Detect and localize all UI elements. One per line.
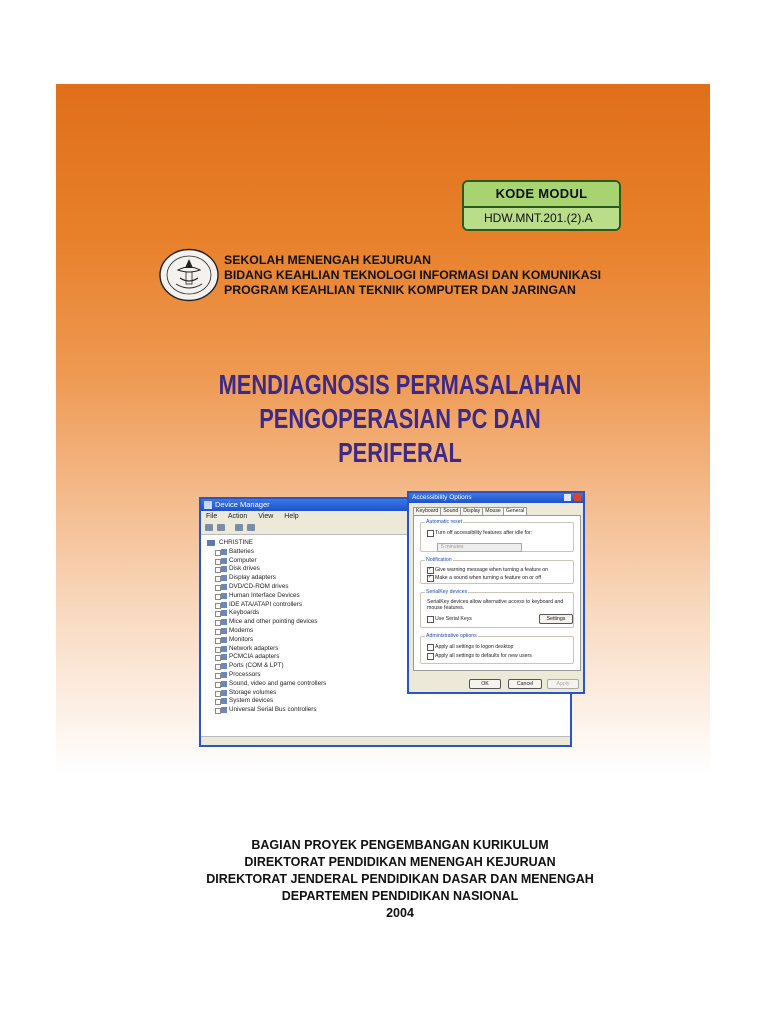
accessibility-options-dialog: [407, 491, 585, 694]
tree-item[interactable]: Computer: [205, 557, 326, 566]
dm-menu-view[interactable]: View: [258, 513, 274, 520]
kode-modul-code: HDW.MNT.201.(2).A: [464, 208, 619, 229]
notification-group: Notification Give warning message when turning a feature on ✓ Make a sound when turning a feature on or off ✓: [420, 560, 574, 584]
apply-button[interactable]: Apply: [547, 679, 579, 689]
ao-tabs: [413, 507, 526, 515]
tree-item[interactable]: Network adapters: [205, 645, 326, 654]
tree-item[interactable]: Batteries: [205, 548, 326, 557]
school-line-2: BIDANG KEAHLIAN TEKNOLOGI INFORMASI DAN KOMUNIKASI: [224, 268, 602, 282]
tree-item[interactable]: Storage volumes: [205, 689, 326, 698]
dm-menu-help[interactable]: Help: [284, 513, 299, 520]
ok-button[interactable]: OK: [469, 679, 501, 689]
tree-root[interactable]: CHRISTINE: [205, 539, 326, 548]
dm-menu-action[interactable]: Action: [227, 513, 248, 520]
footer-year: 2004: [386, 906, 414, 920]
publisher-footer: [150, 837, 650, 922]
tab-display[interactable]: Display: [460, 507, 483, 515]
tree-item[interactable]: Ports (COM & LPT): [205, 662, 326, 671]
computer-icon: [207, 540, 215, 546]
serialkey-desc-1: SerialKey devices allow alternative access to keyboard and: [427, 599, 564, 605]
sound-checkbox[interactable]: Make a sound when turning a feature on or off ✓: [427, 575, 541, 581]
forward-icon[interactable]: [217, 524, 225, 531]
close-icon[interactable]: [574, 494, 581, 501]
tab-mouse[interactable]: Mouse: [482, 507, 504, 515]
serial-keys-checkbox[interactable]: Use Serial Keys: [427, 616, 472, 622]
tree-item[interactable]: Sound, video and game controllers: [205, 680, 326, 689]
tree-item[interactable]: Processors: [205, 671, 326, 680]
dm-device-tree: [205, 539, 326, 715]
tree-item[interactable]: Monitors: [205, 636, 326, 645]
new-users-checkbox[interactable]: Apply all settings to defaults for new users: [427, 653, 532, 659]
tree-item[interactable]: DVD/CD-ROM drives: [205, 583, 326, 592]
school-line-3: PROGRAM KEAHLIAN TEKNIK KOMPUTER DAN JARINGAN: [224, 283, 576, 297]
logon-desktop-checkbox[interactable]: Apply all settings to logon desktop: [427, 644, 513, 650]
warning-message-checkbox[interactable]: Give warning message when turning a feature on ✓: [427, 567, 548, 573]
auto-reset-checkbox[interactable]: Turn off accessibility features after idle for:: [427, 530, 532, 536]
tree-item[interactable]: IDE ATA/ATAPI controllers: [205, 601, 326, 610]
dm-status-bar: [201, 736, 570, 745]
tab-keyboard[interactable]: Keyboard: [413, 507, 441, 515]
ao-general-panel: [413, 515, 581, 671]
admin-options-group: Administrative options Apply all settings to logon desktop Apply all settings to defaults for new users: [420, 636, 574, 664]
kode-modul-box: [462, 180, 621, 231]
tab-sound[interactable]: Sound: [440, 507, 461, 515]
footer-line-3: DIREKTORAT JENDERAL PENDIDIKAN DASAR DAN MENENGAH: [206, 872, 594, 886]
help-icon[interactable]: [564, 494, 571, 501]
tree-item[interactable]: Disk drives: [205, 565, 326, 574]
cancel-button[interactable]: Cancel: [508, 679, 542, 689]
serialkey-desc-2: mouse features.: [427, 605, 465, 611]
dm-title: Device Manager: [215, 500, 270, 509]
tree-item[interactable]: PCMCIA adapters: [205, 653, 326, 662]
dm-menu-file[interactable]: File: [206, 513, 218, 520]
tree-item[interactable]: Display adapters: [205, 574, 326, 583]
footer-line-4: DEPARTEMEN PENDIDIKAN NASIONAL: [281, 889, 519, 903]
automatic-reset-group: Automatic reset Turn off accessibility features after idle for: 5 minutes: [420, 522, 574, 552]
tree-item[interactable]: Keyboards: [205, 609, 326, 618]
back-icon[interactable]: [205, 524, 213, 531]
school-heading: [224, 253, 601, 298]
tree-item[interactable]: System devices: [205, 697, 326, 706]
settings-button[interactable]: Settings: [539, 614, 573, 624]
tab-general[interactable]: General: [503, 507, 527, 515]
tree-item[interactable]: Human Interface Devices: [205, 592, 326, 601]
footer-line-1: BAGIAN PROYEK PENGEMBANGAN KURIKULUM: [251, 838, 549, 852]
help-icon[interactable]: [247, 524, 255, 531]
tut-wuri-handayani-emblem: [158, 248, 220, 302]
idle-time-select[interactable]: 5 minutes: [437, 543, 522, 552]
ao-title: Accessibility Options: [412, 494, 472, 501]
ao-title-bar: [409, 493, 583, 503]
tree-item[interactable]: Universal Serial Bus controllers: [205, 706, 326, 715]
tree-item[interactable]: Modems: [205, 627, 326, 636]
properties-icon[interactable]: [235, 524, 243, 531]
serialkey-group: SerialKey devices SerialKey devices allow alternative access to keyboard and mouse features. Use Serial Keys Settings: [420, 592, 574, 628]
device-manager-icon: [204, 501, 212, 509]
school-line-1: SEKOLAH MENENGAH KEJURUAN: [224, 253, 432, 267]
tree-item[interactable]: Mice and other pointing devices: [205, 618, 326, 627]
title-line-2: PENGOPERASIAN PC DAN PERIFERAL: [259, 403, 541, 468]
footer-line-2: DIREKTORAT PENDIDIKAN MENENGAH KEJURUAN: [244, 855, 556, 869]
kode-modul-label: KODE MODUL: [464, 182, 619, 208]
title-line-1: MENDIAGNOSIS PERMASALAHAN: [218, 369, 582, 400]
module-title: [205, 368, 595, 470]
